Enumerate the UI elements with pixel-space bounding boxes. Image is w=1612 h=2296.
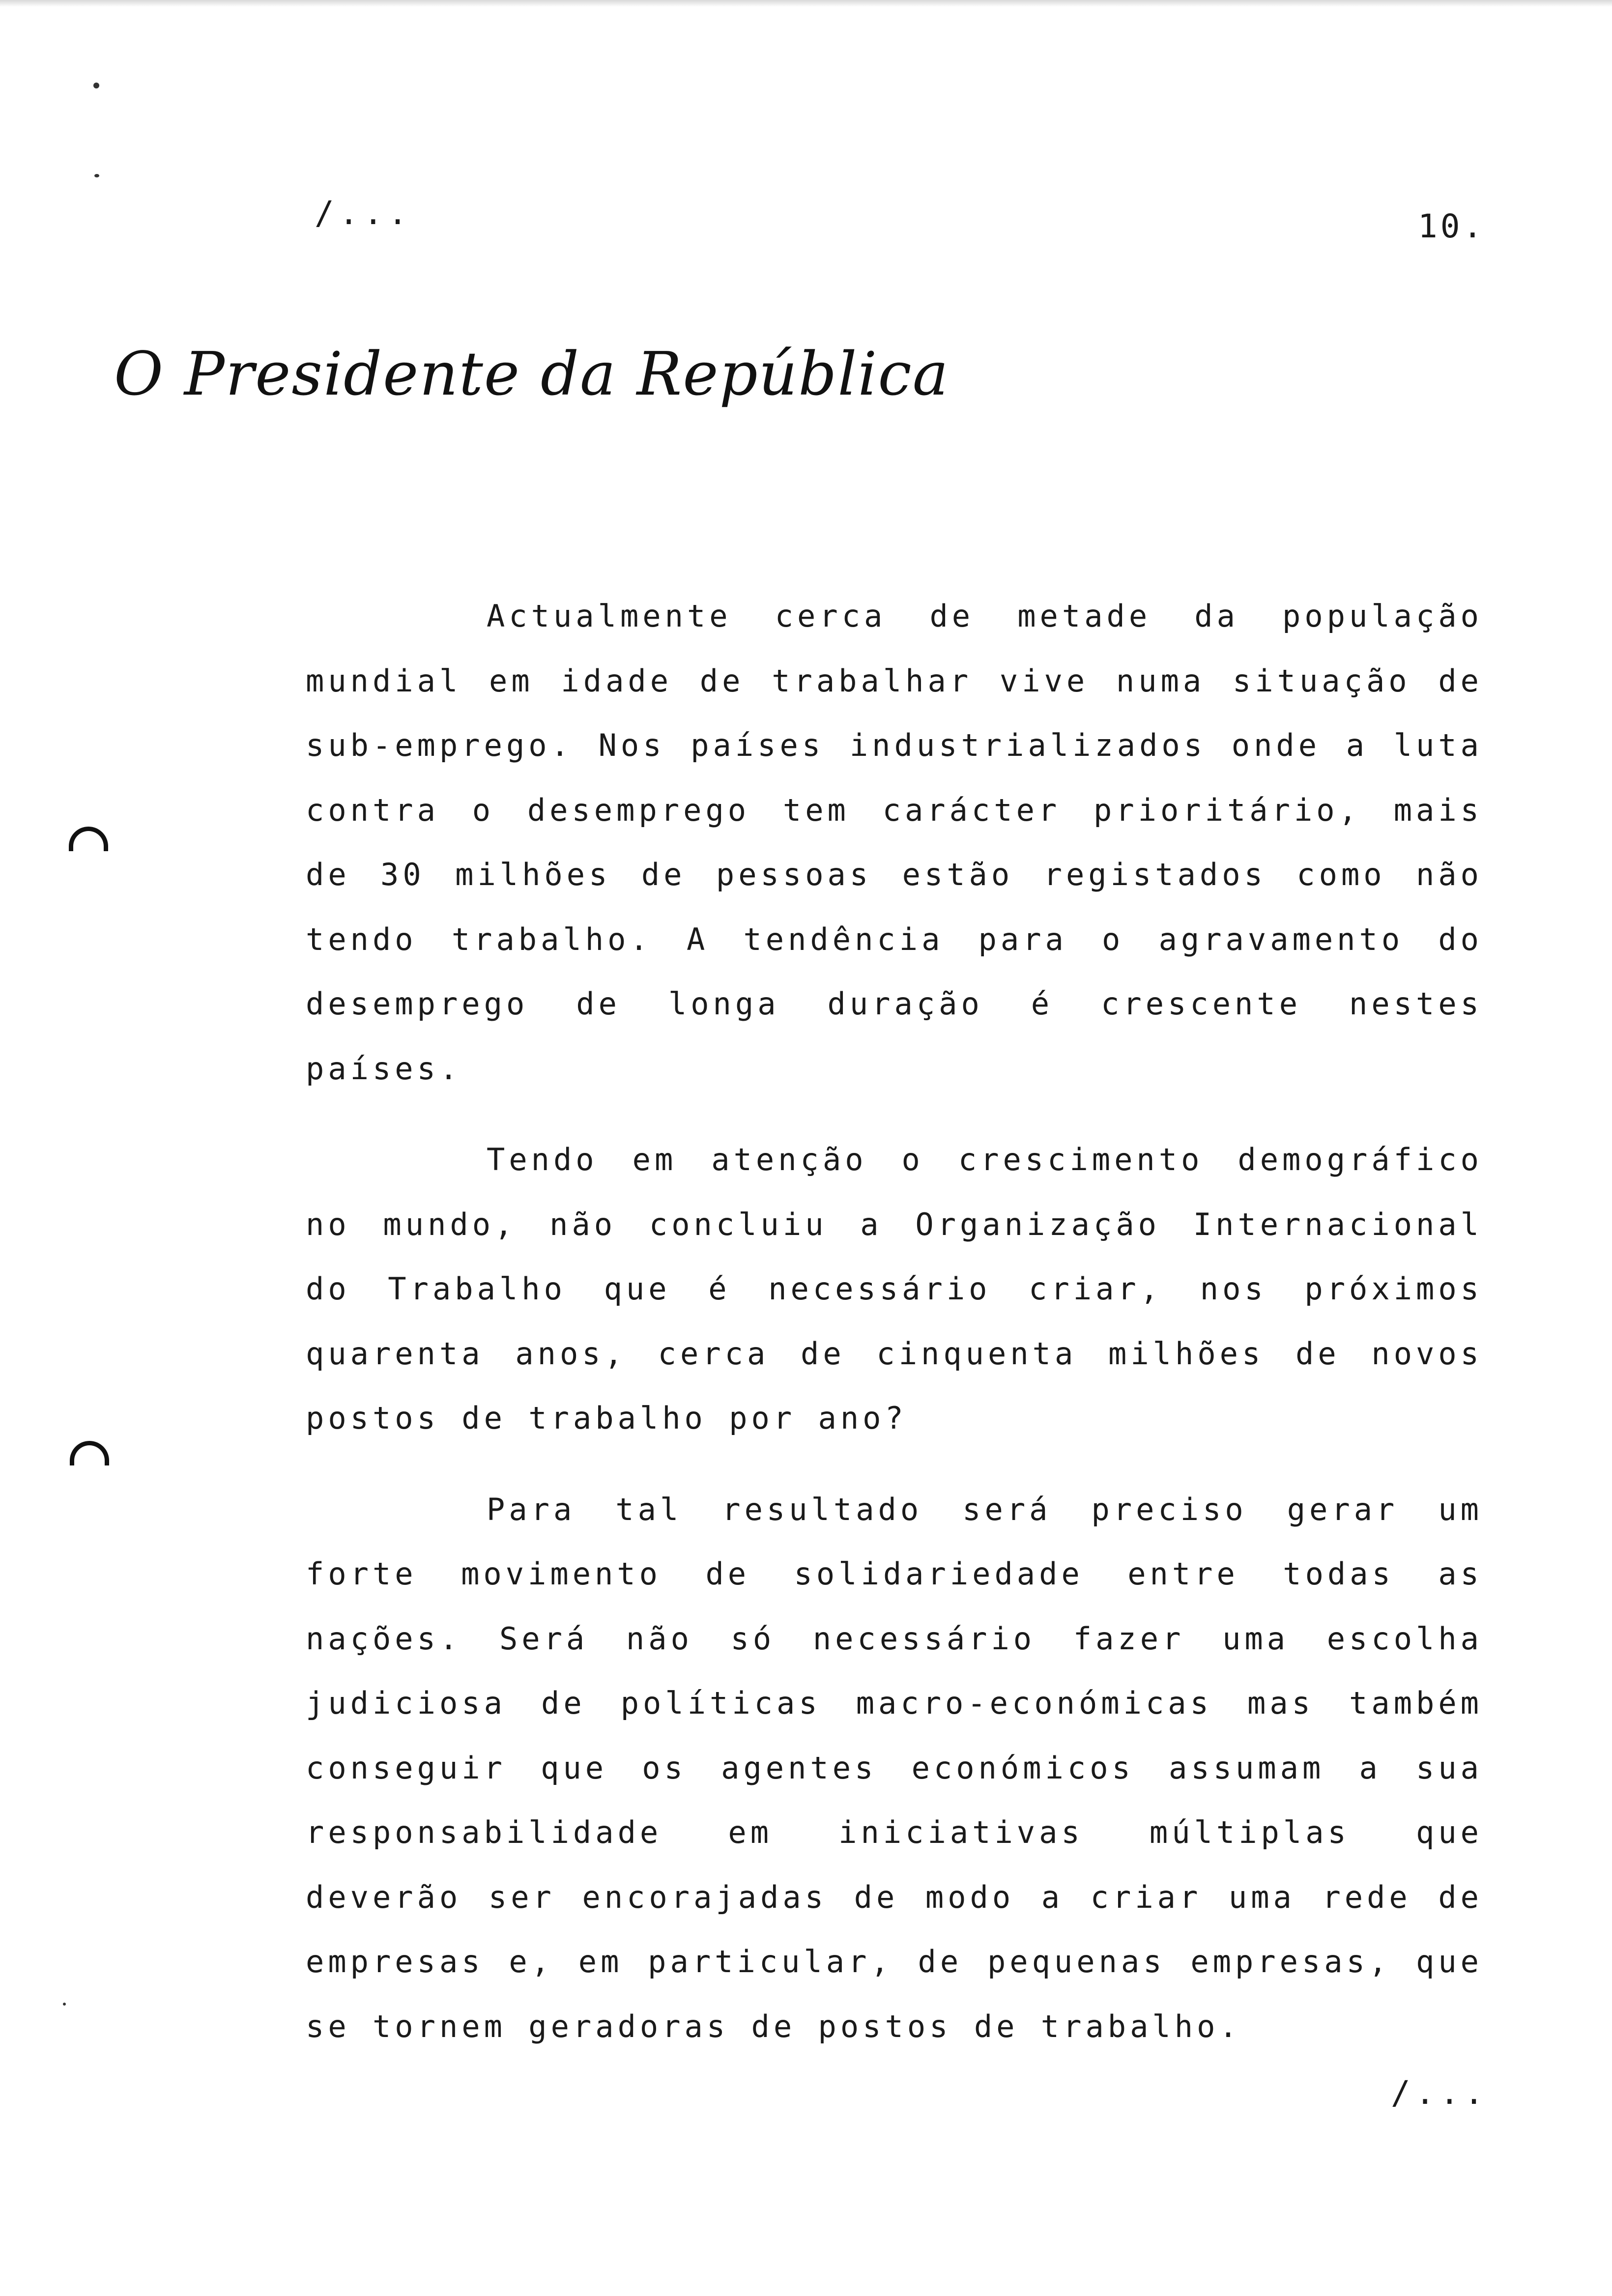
punch-hole-mark — [69, 827, 108, 851]
page-number: 10. — [1418, 207, 1486, 245]
paragraph: Tendo em atenção o crescimento demográfico no mundo, não concluiu a Organização Internacional do Trabalho que é necessário criar, nos próximos quarenta anos, cerca de cinquenta milhões de novos postos de trabalho por ano? — [306, 1142, 1483, 1436]
scan-speck — [63, 2003, 66, 2006]
scan-speck — [93, 83, 99, 88]
scan-speck — [94, 174, 99, 177]
continuation-marker-previous: /... — [315, 194, 412, 232]
paragraph: Actualmente cerca de metade da população mundial em idade de trabalhar vive numa situação de sub-emprego. Nos países industrializados onde a luta contra o desemprego tem carácter prioritário, mais de 30 milhões de pessoas estão registados como não tendo trabalho. A tendência para o agravamento do desemprego de longa duração é crescente nestes países. — [306, 598, 1483, 1087]
paragraph: Para tal resultado será preciso gerar um forte movimento de solidariedade entre todas as nações. Será não só necessário fazer uma escolha judiciosa de políticas macro-económicas mas também conseguir que os agentes económicos assumam a sua responsabilidade em iniciativas múltiplas que deverão ser encorajadas de modo a criar uma rede de empresas e, em particular, de pequenas empresas, que se tornem geradoras de postos de trabalho. — [306, 1491, 1483, 2044]
body-text — [306, 584, 1483, 2085]
continuation-marker-next: /... — [1391, 2074, 1489, 2112]
punch-hole-mark — [70, 1441, 109, 1465]
letterhead-title: O Presidente da República — [114, 339, 950, 409]
scan-top-edge — [0, 0, 1612, 7]
